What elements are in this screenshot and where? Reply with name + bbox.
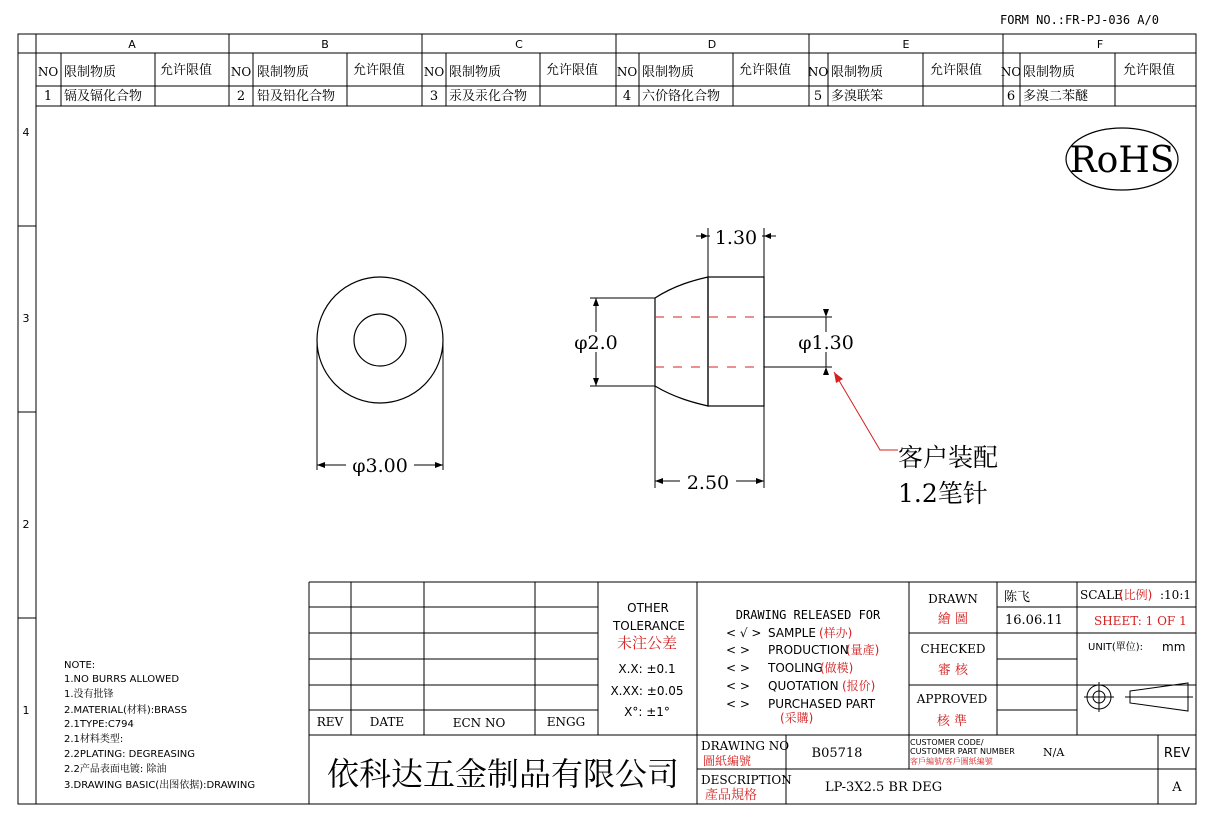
released-for-label: DRAWING RELEASED FOR	[735, 608, 881, 622]
header-no: NO	[37, 65, 59, 79]
header-limit: 允许限值	[1123, 63, 1176, 78]
checked-label: CHECKED	[920, 642, 986, 656]
header-substance: 限制物质	[831, 65, 884, 80]
header-substance: 限制物质	[1023, 65, 1076, 80]
small-diameter-dimension: φ1.30	[798, 332, 854, 354]
item-no: 1	[43, 89, 53, 104]
release-cn: (报价)	[842, 679, 876, 693]
release-mark: < >	[726, 697, 750, 711]
form-number: FORM NO.:FR-PJ-036 A/0	[1000, 13, 1159, 27]
release-mark: < >	[726, 679, 750, 693]
drawn-label: DRAWN	[928, 592, 978, 606]
header-no: NO	[230, 65, 252, 79]
header-substance: 限制物质	[449, 65, 502, 80]
item-no: 3	[429, 89, 439, 104]
note-line: 2.2产品表面电镀: 除油	[64, 764, 167, 775]
header-substance: 限制物质	[64, 65, 117, 80]
notes-title: NOTE:	[64, 660, 96, 671]
note-line: 1.没有批锋	[64, 689, 114, 700]
header-limit: 允许限值	[739, 63, 792, 78]
header-no: NO	[616, 65, 638, 79]
large-diameter-dimension: φ2.0	[574, 332, 618, 354]
zone-column-dividers	[229, 34, 1003, 53]
tolerance-label: TOLERANCE	[612, 619, 686, 633]
rev-value: A	[1172, 780, 1182, 795]
customer-part-label: CUSTOMER PART NUMBER	[910, 747, 1015, 756]
zone-label-1: 1	[22, 704, 30, 717]
item-substance: 多溴二苯醚	[1023, 89, 1089, 104]
customer-code-label: CUSTOMER CODE/	[910, 738, 984, 747]
release-mark: < >	[726, 661, 750, 675]
release-label: PURCHASED PART	[768, 697, 876, 711]
description-value: LP-3X2.5 BR DEG	[825, 780, 943, 795]
scale-cn: (比例)	[1119, 588, 1153, 602]
item-substance: 多溴联笨	[831, 89, 884, 104]
release-cn: (采購)	[780, 711, 814, 725]
item-substance: 汞及汞化合物	[449, 89, 528, 104]
release-label: QUOTATION	[768, 679, 839, 693]
approved-label: APPROVED	[916, 692, 988, 706]
callout-line-1: 客户装配	[898, 443, 999, 472]
release-cn: (样办)	[819, 626, 853, 640]
note-line: 3.DRAWING BASIC(出图依据):DRAWING	[64, 780, 256, 791]
release-cn: (量產)	[846, 643, 880, 657]
front-view	[317, 277, 443, 477]
drawing-no-label: DRAWING NO	[701, 739, 790, 753]
drawn-date: 16.06.11	[1005, 613, 1063, 628]
notes	[64, 660, 255, 791]
release-label: SAMPLE	[768, 626, 816, 640]
header-limit: 允许限值	[546, 63, 599, 78]
item-substance: 六价铬化合物	[642, 89, 721, 104]
zone-label-f: F	[1096, 38, 1104, 51]
customer-cn-label: 客戶編號/客戶圖紙編號	[910, 757, 993, 766]
rohs-label: RoHS	[1069, 140, 1175, 181]
drawing-number: B05718	[811, 746, 863, 761]
zone-label-d: D	[707, 38, 717, 51]
zone-label-2: 2	[22, 518, 30, 531]
header-substance: 限制物质	[257, 65, 310, 80]
zone-label-3: 3	[22, 312, 30, 325]
item-no: 5	[813, 89, 823, 104]
header-substance: 限制物质	[642, 65, 695, 80]
tolerance-cn-label: 未注公差	[616, 634, 678, 652]
ecn-header: ECN NO	[452, 716, 506, 730]
customer-value: N/A	[1043, 746, 1065, 759]
sheet-label: SHEET: 1 OF 1	[1094, 614, 1187, 628]
outer-circle	[317, 277, 443, 403]
drawn-cn-label: 繪 圖	[937, 612, 969, 627]
scale-label: SCALE	[1080, 588, 1123, 602]
item-substance: 镉及镉化合物	[64, 89, 143, 104]
zone-label-4: 4	[22, 126, 30, 139]
drawing-no-cn: 圖紙編號	[703, 754, 752, 768]
item-no: 2	[236, 89, 246, 104]
checked-cn-label: 審 核	[937, 663, 969, 678]
rev-label: REV	[1163, 746, 1191, 761]
release-mark: < √ >	[726, 626, 762, 640]
tolerance-xxx: X.XX: ±0.05	[610, 684, 684, 698]
header-limit: 允许限值	[930, 63, 983, 78]
item-no: 4	[622, 89, 632, 104]
callout-line-2: 1.2笔针	[898, 479, 988, 508]
rev-header: REV	[316, 715, 344, 729]
total-length-dimension: 2.50	[686, 472, 730, 494]
unit-label: UNIT(單位):	[1088, 642, 1144, 653]
description-cn: 產品規格	[705, 788, 758, 803]
side-view	[569, 226, 858, 494]
header-no: NO	[423, 65, 445, 79]
release-label: TOOLING	[768, 661, 823, 675]
other-label: OTHER	[627, 601, 669, 615]
zone-row-dividers	[18, 226, 36, 618]
header-no: NO	[1000, 65, 1022, 79]
unit-value: mm	[1162, 640, 1186, 654]
header-no: NO	[807, 65, 829, 79]
note-line: 2.2PLATING: DEGREASING	[64, 749, 196, 760]
note-line: 1.NO BURRS ALLOWED	[64, 674, 180, 685]
approved-cn-label: 核 準	[936, 714, 968, 729]
length-small-dimension: 1.30	[714, 227, 758, 249]
tolerance-xx: X.X: ±0.1	[618, 662, 676, 676]
zone-label-b: B	[321, 38, 329, 51]
company-name: 依科达五金制品有限公司	[326, 755, 680, 793]
item-no: 6	[1006, 89, 1016, 104]
release-options	[726, 625, 879, 725]
sheet-border	[18, 34, 1196, 804]
item-substance: 铅及铅化合物	[257, 89, 336, 104]
release-cn: (做模)	[820, 661, 854, 675]
assembly-callout	[834, 372, 998, 508]
zone-label-e: E	[902, 38, 910, 51]
tolerance-angle: X°: ±1°	[624, 705, 670, 719]
description-label: DESCRIPTION	[701, 773, 792, 787]
engg-header: ENGG	[546, 715, 586, 729]
header-limit: 允许限值	[353, 63, 406, 78]
third-angle-projection-icon	[1084, 682, 1193, 712]
note-line: 2.MATERIAL(材料):BRASS	[64, 705, 188, 716]
release-label: PRODUCTION	[768, 643, 849, 657]
inner-circle	[354, 314, 406, 366]
scale-value: :10:1	[1160, 588, 1191, 602]
drawn-by: 陈飞	[1004, 590, 1031, 605]
date-header: DATE	[369, 715, 405, 729]
note-line: 2.1TYPE:C794	[64, 719, 134, 730]
zone-label-a: A	[128, 38, 136, 51]
release-mark: < >	[726, 643, 750, 657]
header-limit: 允许限值	[160, 63, 213, 78]
note-line: 2.1材料类型:	[64, 734, 124, 745]
substance-table	[36, 53, 1196, 106]
outer-diameter-dimension: φ3.00	[352, 455, 408, 477]
zone-label-c: C	[515, 38, 523, 51]
